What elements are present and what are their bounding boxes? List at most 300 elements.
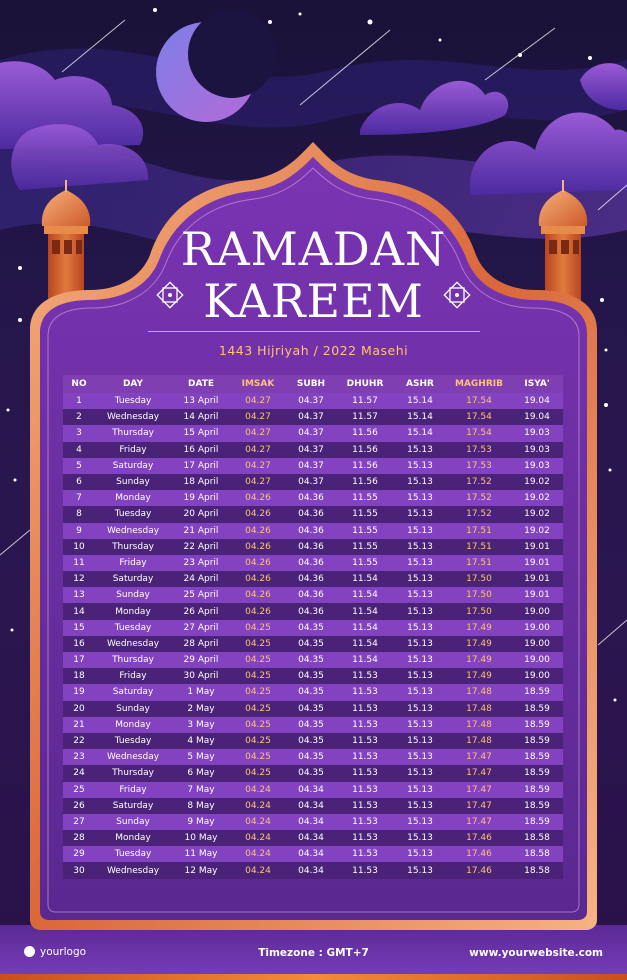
table-cell: 4 May (171, 733, 231, 749)
table-cell: 04.26 (231, 555, 285, 571)
table-cell: 11.53 (337, 701, 393, 717)
table-cell: 04.37 (285, 409, 337, 425)
table-cell: Monday (95, 603, 171, 619)
table-cell: Thursday (95, 539, 171, 555)
table-cell: Tuesday (95, 733, 171, 749)
table-cell: Wednesday (95, 523, 171, 539)
table-cell: Saturday (95, 458, 171, 474)
table-header-row (63, 375, 563, 393)
table-cell: Tuesday (95, 846, 171, 862)
title-line-1: RAMADAN (180, 222, 447, 276)
table-row (63, 506, 563, 522)
table-cell: 18.59 (511, 701, 563, 717)
table-cell: 04.35 (285, 652, 337, 668)
table-cell: 27 (63, 814, 95, 830)
table-cell: 13 April (171, 393, 231, 409)
table-cell: Thursday (95, 652, 171, 668)
table-cell: 17.49 (447, 636, 511, 652)
table-cell: 04.36 (285, 571, 337, 587)
table-cell: 19.00 (511, 668, 563, 684)
table-cell: 11.53 (337, 717, 393, 733)
table-cell: 11 (63, 555, 95, 571)
table-cell: 17.51 (447, 539, 511, 555)
table-cell: 04.24 (231, 830, 285, 846)
table-cell: 15.13 (393, 506, 447, 522)
table-cell: 04.34 (285, 798, 337, 814)
table-cell: 04.36 (285, 539, 337, 555)
table-cell: 04.36 (285, 523, 337, 539)
title-divider (148, 331, 480, 332)
table-cell: 26 April (171, 603, 231, 619)
table-cell: Saturday (95, 684, 171, 700)
table-cell: 12 May (171, 862, 231, 878)
table-cell: 17.48 (447, 717, 511, 733)
table-cell: 4 (63, 442, 95, 458)
table-cell: 20 (63, 701, 95, 717)
table-cell: 17.51 (447, 523, 511, 539)
table-cell: 11.55 (337, 523, 393, 539)
table-cell: 17.54 (447, 409, 511, 425)
table-cell: 19.03 (511, 458, 563, 474)
table-cell: 17.46 (447, 830, 511, 846)
table-row (63, 393, 563, 409)
table-cell: 18.58 (511, 862, 563, 878)
table-body (63, 393, 563, 879)
table-cell: 17.48 (447, 733, 511, 749)
table-cell: 11.53 (337, 846, 393, 862)
table-cell: Friday (95, 782, 171, 798)
table-cell: Sunday (95, 474, 171, 490)
table-cell: 16 April (171, 442, 231, 458)
table-cell: Tuesday (95, 506, 171, 522)
table-row (63, 701, 563, 717)
table-cell: 11.55 (337, 490, 393, 506)
table-cell: 17.53 (447, 442, 511, 458)
table-cell: 19.00 (511, 603, 563, 619)
table-cell: 04.25 (231, 684, 285, 700)
table-row (63, 846, 563, 862)
table-cell: 04.24 (231, 782, 285, 798)
table-cell: 19.02 (511, 474, 563, 490)
table-cell: 17.47 (447, 749, 511, 765)
table-cell: 3 (63, 425, 95, 441)
table-cell: Monday (95, 717, 171, 733)
table-row (63, 652, 563, 668)
table-cell: 04.37 (285, 425, 337, 441)
subtitle-year: 1443 Hijriyah / 2022 Masehi (218, 343, 409, 358)
table-cell: 15.13 (393, 490, 447, 506)
table-cell: Wednesday (95, 749, 171, 765)
table-cell: 11.56 (337, 442, 393, 458)
table-cell: 7 (63, 490, 95, 506)
table-row (63, 603, 563, 619)
table-cell: 15.13 (393, 814, 447, 830)
table-cell: 15.13 (393, 765, 447, 781)
table-cell: 11.57 (337, 409, 393, 425)
table-cell: 04.27 (231, 474, 285, 490)
table-cell: 19.03 (511, 425, 563, 441)
table-row (63, 555, 563, 571)
table-cell: 11 May (171, 846, 231, 862)
table-cell: 6 May (171, 765, 231, 781)
table-cell: 8 (63, 506, 95, 522)
table-cell: Sunday (95, 587, 171, 603)
table-cell: 15.13 (393, 652, 447, 668)
table-cell: 15.13 (393, 717, 447, 733)
table-cell: 15.13 (393, 846, 447, 862)
table-row (63, 749, 563, 765)
table-cell: 04.27 (231, 393, 285, 409)
table-cell: 17.52 (447, 490, 511, 506)
table-cell: 11.54 (337, 587, 393, 603)
table-row (63, 425, 563, 441)
table-cell: 04.25 (231, 620, 285, 636)
table-cell: 19.04 (511, 409, 563, 425)
table-cell: 17.50 (447, 587, 511, 603)
column-header: DATE (171, 375, 231, 393)
table-cell: 04.24 (231, 846, 285, 862)
table-cell: 17.47 (447, 798, 511, 814)
table-cell: 15.14 (393, 393, 447, 409)
table-cell: 04.34 (285, 846, 337, 862)
table-cell: 11.53 (337, 814, 393, 830)
table-cell: 11.55 (337, 539, 393, 555)
table-cell: 04.24 (231, 862, 285, 878)
table-cell: 04.37 (285, 474, 337, 490)
table-cell: 15 (63, 620, 95, 636)
table-cell: 11.54 (337, 636, 393, 652)
table-cell: 26 (63, 798, 95, 814)
table-cell: Monday (95, 490, 171, 506)
table-cell: 18.59 (511, 782, 563, 798)
table-row (63, 765, 563, 781)
column-header: DHUHR (337, 375, 393, 393)
schedule-table-wrapper (63, 375, 563, 879)
table-cell: 2 May (171, 701, 231, 717)
table-cell: 21 (63, 717, 95, 733)
table-cell: Sunday (95, 814, 171, 830)
table-cell: 18.59 (511, 765, 563, 781)
table-cell: 19.02 (511, 523, 563, 539)
table-cell: 15.13 (393, 458, 447, 474)
table-cell: 17.54 (447, 393, 511, 409)
table-cell: 15.13 (393, 603, 447, 619)
table-cell: 04.27 (231, 425, 285, 441)
table-cell: 17.52 (447, 474, 511, 490)
table-cell: 17.52 (447, 506, 511, 522)
table-row (63, 523, 563, 539)
table-cell: 11.53 (337, 765, 393, 781)
table-cell: 17.49 (447, 620, 511, 636)
table-cell: 04.36 (285, 506, 337, 522)
table-cell: Wednesday (95, 862, 171, 878)
table-cell: Wednesday (95, 409, 171, 425)
table-cell: 04.25 (231, 749, 285, 765)
table-cell: 19.01 (511, 539, 563, 555)
table-cell: 18 April (171, 474, 231, 490)
table-cell: 18.59 (511, 798, 563, 814)
table-cell: 15.14 (393, 425, 447, 441)
table-cell: 15.13 (393, 474, 447, 490)
logo-text: yourlogo (40, 946, 87, 958)
table-row (63, 636, 563, 652)
table-cell: 11.54 (337, 603, 393, 619)
table-cell: 11.53 (337, 862, 393, 878)
table-row (63, 830, 563, 846)
table-cell: Friday (95, 442, 171, 458)
table-cell: 12 (63, 571, 95, 587)
table-cell: 04.26 (231, 603, 285, 619)
table-cell: 04.25 (231, 636, 285, 652)
table-cell: 17 April (171, 458, 231, 474)
table-cell: 9 May (171, 814, 231, 830)
table-cell: 19.04 (511, 393, 563, 409)
table-cell: 15.13 (393, 571, 447, 587)
table-cell: 11.55 (337, 555, 393, 571)
table-cell: 04.36 (285, 555, 337, 571)
table-cell: 04.34 (285, 862, 337, 878)
table-cell: 11.54 (337, 620, 393, 636)
table-cell: 17.50 (447, 603, 511, 619)
table-cell: 11.53 (337, 798, 393, 814)
table-cell: 23 April (171, 555, 231, 571)
table-cell: 04.35 (285, 620, 337, 636)
table-cell: 25 April (171, 587, 231, 603)
table-cell: 15.13 (393, 749, 447, 765)
table-cell: 19.00 (511, 652, 563, 668)
bottom-accent-bar (0, 974, 627, 980)
table-cell: 22 April (171, 539, 231, 555)
table-cell: 7 May (171, 782, 231, 798)
table-cell: 15.13 (393, 620, 447, 636)
table-cell: 11.53 (337, 749, 393, 765)
column-header: IMSAK (231, 375, 285, 393)
table-cell: 04.35 (285, 749, 337, 765)
table-cell: 28 (63, 830, 95, 846)
table-cell: 19.02 (511, 490, 563, 506)
table-row (63, 442, 563, 458)
table-cell: 04.36 (285, 490, 337, 506)
table-row (63, 782, 563, 798)
table-cell: 17.54 (447, 425, 511, 441)
table-cell: 15.14 (393, 409, 447, 425)
table-cell: Sunday (95, 701, 171, 717)
table-cell: Monday (95, 830, 171, 846)
table-cell: 04.26 (231, 490, 285, 506)
table-cell: 29 April (171, 652, 231, 668)
table-row (63, 587, 563, 603)
table-row (63, 490, 563, 506)
table-cell: 30 April (171, 668, 231, 684)
table-cell: 11.57 (337, 393, 393, 409)
table-cell: 04.27 (231, 442, 285, 458)
table-cell: 04.36 (285, 603, 337, 619)
table-cell: Tuesday (95, 393, 171, 409)
table-cell: 24 April (171, 571, 231, 587)
table-cell: 17.49 (447, 652, 511, 668)
footer-website: www.yourwebsite.com (469, 947, 603, 959)
table-cell: 9 (63, 523, 95, 539)
table-row (63, 684, 563, 700)
table-cell: 19.02 (511, 506, 563, 522)
table-cell: 15.13 (393, 587, 447, 603)
table-row (63, 458, 563, 474)
table-cell: 13 (63, 587, 95, 603)
table-cell: 04.25 (231, 701, 285, 717)
table-cell: 14 April (171, 409, 231, 425)
table-cell: 19.01 (511, 555, 563, 571)
table-row (63, 668, 563, 684)
table-cell: 19.00 (511, 636, 563, 652)
table-cell: 18.59 (511, 717, 563, 733)
table-cell: 11.53 (337, 830, 393, 846)
table-cell: 15 April (171, 425, 231, 441)
table-cell: 15.13 (393, 523, 447, 539)
table-cell: 04.35 (285, 684, 337, 700)
table-row (63, 571, 563, 587)
table-row (63, 539, 563, 555)
table-cell: 11.55 (337, 506, 393, 522)
table-cell: Wednesday (95, 636, 171, 652)
table-cell: Saturday (95, 571, 171, 587)
table-cell: 04.35 (285, 636, 337, 652)
table-cell: 19 (63, 684, 95, 700)
table-cell: 11.53 (337, 684, 393, 700)
column-header: SUBH (285, 375, 337, 393)
table-cell: 19.00 (511, 620, 563, 636)
table-cell: 04.25 (231, 765, 285, 781)
table-cell: 6 (63, 474, 95, 490)
table-cell: 17.48 (447, 701, 511, 717)
table-row (63, 717, 563, 733)
footer-timezone: Timezone : GMT+7 (258, 947, 369, 959)
table-cell: 25 (63, 782, 95, 798)
table-cell: 1 May (171, 684, 231, 700)
table-cell: 04.34 (285, 814, 337, 830)
table-cell: Tuesday (95, 620, 171, 636)
table-cell: 04.24 (231, 814, 285, 830)
table-cell: 17.53 (447, 458, 511, 474)
column-header: DAY (95, 375, 171, 393)
table-row (63, 620, 563, 636)
table-cell: 15.13 (393, 862, 447, 878)
table-cell: Thursday (95, 425, 171, 441)
table-cell: 15.13 (393, 733, 447, 749)
table-cell: 04.25 (231, 717, 285, 733)
table-cell: 2 (63, 409, 95, 425)
table-cell: 04.37 (285, 458, 337, 474)
table-row (63, 409, 563, 425)
table-cell: 19.03 (511, 442, 563, 458)
table-cell: 04.24 (231, 798, 285, 814)
table-cell: 18 (63, 668, 95, 684)
table-cell: 18.58 (511, 830, 563, 846)
table-row (63, 798, 563, 814)
table-cell: 20 April (171, 506, 231, 522)
table-cell: 17.47 (447, 782, 511, 798)
table-cell: 04.26 (231, 539, 285, 555)
table-cell: 21 April (171, 523, 231, 539)
table-cell: 18.59 (511, 684, 563, 700)
table-cell: 11.54 (337, 571, 393, 587)
table-cell: 15.13 (393, 782, 447, 798)
table-cell: 15.13 (393, 539, 447, 555)
column-header: ASHR (393, 375, 447, 393)
table-cell: 17.51 (447, 555, 511, 571)
table-cell: 11.56 (337, 458, 393, 474)
column-header: NO (63, 375, 95, 393)
table-cell: 18.58 (511, 846, 563, 862)
table-cell: 15.13 (393, 442, 447, 458)
table-cell: 04.26 (231, 571, 285, 587)
table-cell: 04.35 (285, 733, 337, 749)
table-cell: 22 (63, 733, 95, 749)
table-cell: 04.36 (285, 587, 337, 603)
table-cell: 04.26 (231, 587, 285, 603)
table-cell: 04.25 (231, 652, 285, 668)
table-cell: 19 April (171, 490, 231, 506)
table-cell: Saturday (95, 798, 171, 814)
table-cell: 04.37 (285, 442, 337, 458)
table-cell: 18.59 (511, 814, 563, 830)
table-cell: 14 (63, 603, 95, 619)
table-cell: 04.35 (285, 668, 337, 684)
table-cell: 10 (63, 539, 95, 555)
table-cell: 04.35 (285, 765, 337, 781)
table-cell: 27 April (171, 620, 231, 636)
table-cell: 3 May (171, 717, 231, 733)
table-cell: Thursday (95, 765, 171, 781)
table-cell: 04.34 (285, 830, 337, 846)
table-cell: 19.01 (511, 587, 563, 603)
table-cell: 23 (63, 749, 95, 765)
table-cell: 04.25 (231, 733, 285, 749)
table-cell: 17.49 (447, 668, 511, 684)
table-cell: 17.47 (447, 814, 511, 830)
table-cell: 17.46 (447, 846, 511, 862)
column-header: MAGHRIB (447, 375, 511, 393)
table-cell: 15.13 (393, 668, 447, 684)
table-cell: 11.53 (337, 668, 393, 684)
table-cell: 15.13 (393, 798, 447, 814)
table-cell: 10 May (171, 830, 231, 846)
table-row (63, 814, 563, 830)
column-header: ISYA' (511, 375, 563, 393)
table-cell: 04.34 (285, 782, 337, 798)
table-cell: 11.56 (337, 474, 393, 490)
table-cell: 11.56 (337, 425, 393, 441)
table-cell: 8 May (171, 798, 231, 814)
table-cell: Friday (95, 668, 171, 684)
table-cell: 15.13 (393, 636, 447, 652)
table-cell: 04.27 (231, 409, 285, 425)
table-cell: Friday (95, 555, 171, 571)
table-cell: 5 May (171, 749, 231, 765)
table-cell: 04.27 (231, 458, 285, 474)
table-row (63, 733, 563, 749)
table-cell: 1 (63, 393, 95, 409)
table-row (63, 862, 563, 878)
table-cell: 24 (63, 765, 95, 781)
table-cell: 04.26 (231, 523, 285, 539)
table-cell: 15.13 (393, 830, 447, 846)
table-cell: 17.50 (447, 571, 511, 587)
table-cell: 17.48 (447, 684, 511, 700)
table-cell: 19.01 (511, 571, 563, 587)
table-cell: 11.54 (337, 652, 393, 668)
footer (0, 940, 627, 966)
table-cell: 04.35 (285, 701, 337, 717)
